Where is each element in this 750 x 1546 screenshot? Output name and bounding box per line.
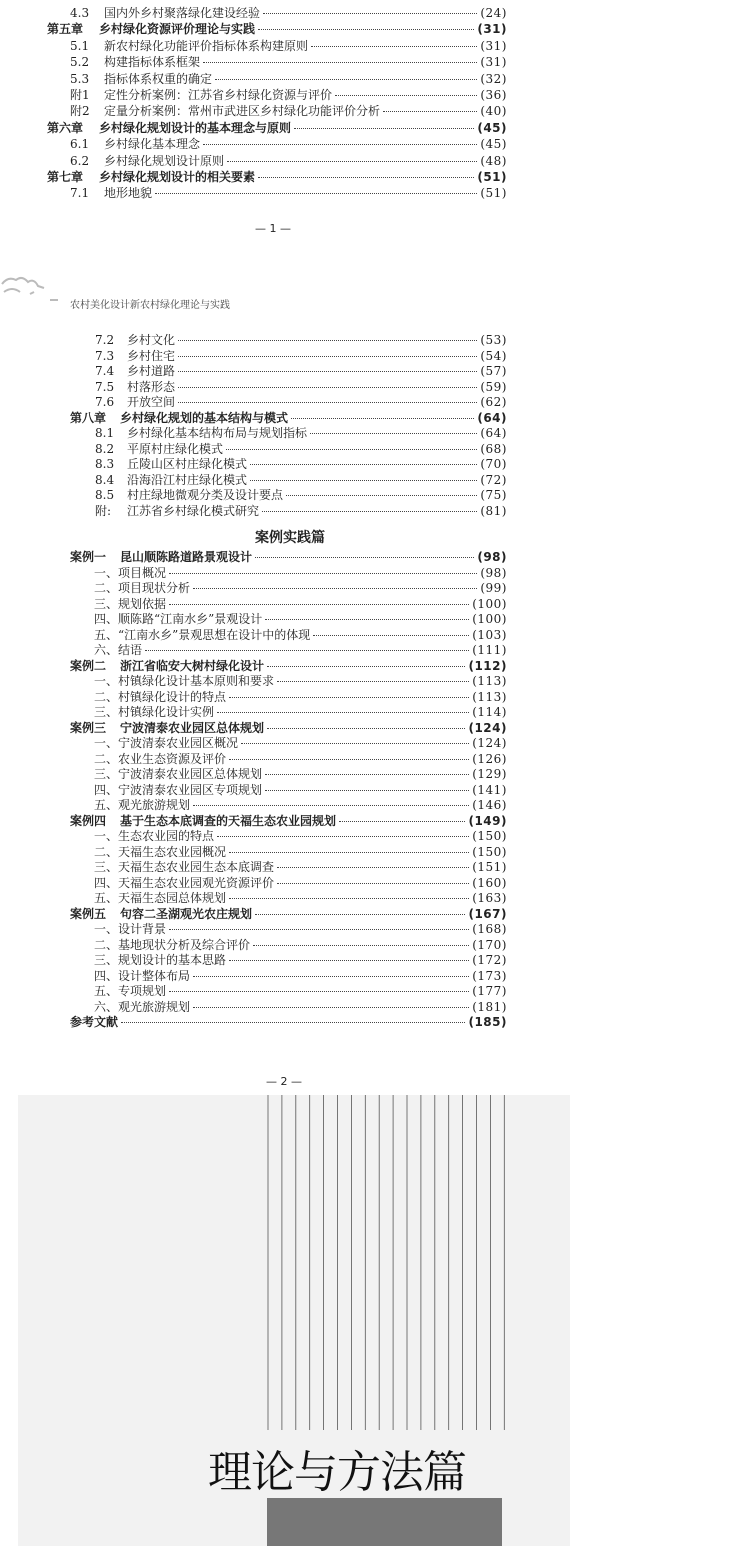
- toc-dot-leader: [258, 29, 474, 30]
- toc-dot-leader: [258, 177, 474, 178]
- toc-title: 宁波清泰农业园区总体规划: [118, 767, 263, 781]
- toc-title: 浙江省临安大树村绿化设计: [120, 658, 265, 673]
- toc-dot-leader: [229, 759, 469, 760]
- toc-number: 二、: [94, 581, 119, 595]
- toc-chapter-row[interactable]: [70, 1013, 507, 1029]
- toc-chapter-row[interactable]: [47, 20, 507, 36]
- toc-number: 第五章: [47, 22, 84, 37]
- toc-number: 四、: [94, 968, 119, 983]
- toc-title: 规划设计的基本思路: [118, 953, 227, 967]
- toc-page: (163): [472, 891, 507, 905]
- toc-title: 地形地貌: [104, 186, 153, 201]
- toc-number: 四、: [94, 612, 119, 626]
- toc-dot-leader: [193, 588, 477, 589]
- toc-page: (51): [480, 186, 507, 201]
- toc-number: 案例四: [70, 813, 107, 828]
- toc-dot-leader: [262, 511, 477, 512]
- toc-page: (150): [472, 829, 507, 843]
- toc-number: 一、: [94, 736, 119, 750]
- toc-number: 二、: [94, 689, 119, 704]
- toc-title: 项目现状分析: [118, 581, 191, 595]
- toc-dot-leader: [155, 193, 477, 194]
- toc-number: 第八章: [70, 410, 107, 425]
- toc-title: 乡村绿化规划的基本结构与模式: [120, 410, 289, 425]
- toc-page-2: [70, 331, 507, 517]
- toc-number: 8.4: [95, 472, 115, 487]
- toc-page: (36): [480, 87, 507, 102]
- toc-title: 天福生态农业园生态本底调查: [118, 860, 275, 874]
- toc-number: 五、: [94, 984, 119, 998]
- toc-section-row[interactable]: [70, 703, 507, 719]
- toc-dot-leader: [193, 976, 469, 977]
- toc-page: (59): [480, 379, 507, 394]
- toc-page: (113): [472, 674, 507, 688]
- toc-number: 三、: [94, 953, 119, 967]
- toc-section-row[interactable]: [47, 37, 507, 53]
- toc-title: 国内外乡村聚落绿化建设经验: [104, 6, 261, 20]
- toc-number: 四、: [94, 875, 119, 890]
- toc-page: (173): [472, 968, 507, 983]
- toc-number: 案例一: [70, 550, 107, 564]
- toc-number: 附1: [70, 87, 90, 102]
- toc-number: 三、: [94, 767, 119, 781]
- toc-number: 五、: [94, 891, 119, 905]
- toc-section-row[interactable]: [47, 53, 507, 69]
- page-number: — 2 —: [266, 1075, 302, 1088]
- toc-section-row[interactable]: [70, 936, 507, 952]
- decorative-vertical-lines: [267, 1095, 507, 1430]
- toc-number: 二、: [94, 844, 119, 859]
- toc-page: (141): [472, 782, 507, 797]
- toc-dot-leader: [178, 402, 477, 403]
- header-decoration-icon: [0, 272, 60, 304]
- toc-number: 一、: [94, 674, 119, 688]
- toc-section-row[interactable]: [70, 920, 507, 936]
- toc-number: 附2: [70, 104, 90, 119]
- toc-page: (151): [472, 860, 507, 874]
- toc-page: (100): [472, 612, 507, 626]
- toc-title: 乡村绿化规划设计的相关要素: [99, 169, 256, 184]
- toc-page: (24): [480, 6, 507, 20]
- toc-number: 附:: [95, 503, 112, 518]
- toc-dot-leader: [169, 929, 469, 930]
- toc-number: 7.2: [95, 333, 115, 347]
- toc-dot-leader: [265, 774, 469, 775]
- toc-page: (57): [480, 364, 507, 378]
- toc-section-row[interactable]: [70, 393, 507, 409]
- toc-number: 第七章: [47, 169, 84, 184]
- toc-page: (177): [472, 984, 507, 998]
- toc-dot-leader: [217, 712, 469, 713]
- toc-title: 生态农业园的特点: [118, 829, 215, 843]
- toc-title: 天福生态园总体规划: [118, 891, 227, 905]
- toc-section-row[interactable]: [70, 362, 507, 378]
- toc-page: (48): [480, 153, 507, 168]
- toc-section-row[interactable]: [70, 471, 507, 487]
- toc-section-row[interactable]: [70, 579, 507, 595]
- toc-dot-leader: [121, 1022, 465, 1023]
- toc-page: (114): [472, 705, 507, 719]
- toc-dot-leader: [250, 464, 477, 465]
- toc-number: 三、: [94, 860, 119, 874]
- toc-section-row[interactable]: [70, 843, 507, 859]
- toc-page: (51): [477, 169, 507, 184]
- toc-dot-leader: [178, 387, 477, 388]
- toc-title: 顺陈路“江南水乡”景观设计: [118, 612, 263, 626]
- toc-dot-leader: [313, 635, 469, 636]
- toc-dot-leader: [335, 95, 477, 96]
- toc-title: 基于生态本底调查的天福生态农业园规划: [120, 813, 337, 828]
- toc-page: (62): [480, 395, 507, 409]
- toc-page: (54): [480, 348, 507, 363]
- toc-page: (113): [472, 689, 507, 704]
- part-title-cases: [0, 527, 580, 547]
- toc-title: 观光旅游规划: [118, 798, 191, 812]
- toc-number: 8.2: [95, 441, 115, 456]
- toc-dot-leader: [178, 356, 477, 357]
- toc-title: 构建指标体系框架: [104, 55, 201, 70]
- toc-section-row[interactable]: [70, 874, 507, 890]
- toc-number: 三、: [94, 705, 119, 719]
- toc-dot-leader: [267, 728, 465, 729]
- toc-title: 沿海沿江村庄绿化模式: [127, 472, 248, 487]
- toc-dot-leader: [215, 79, 477, 80]
- toc-title: 乡村绿化基本结构布局与规划指标: [127, 426, 308, 440]
- toc-page: (170): [472, 937, 507, 952]
- toc-chapter-row[interactable]: [70, 719, 507, 735]
- toc-dot-leader: [277, 883, 469, 884]
- toc-number: 一、: [94, 565, 119, 580]
- toc-title: 新农村绿化功能评价指标体系构建原则: [104, 38, 309, 53]
- toc-page: (99): [480, 581, 507, 595]
- toc-dot-leader: [229, 852, 469, 853]
- toc-number: 三、: [94, 596, 119, 611]
- toc-number: 五、: [94, 798, 119, 812]
- toc-page: (53): [480, 333, 507, 347]
- toc-dot-leader: [277, 867, 469, 868]
- toc-page: (31): [477, 22, 507, 37]
- toc-dot-leader: [253, 945, 469, 946]
- toc-title: 指标体系权重的确定: [104, 71, 213, 86]
- toc-section-row[interactable]: [70, 486, 507, 502]
- toc-dot-leader: [229, 960, 469, 961]
- toc-section-row[interactable]: [70, 424, 507, 440]
- toc-number: 7.6: [95, 395, 115, 409]
- toc-title: 乡村道路: [127, 364, 176, 378]
- toc-page: (103): [472, 627, 507, 642]
- toc-page: (149): [468, 813, 507, 828]
- toc-title: 乡村绿化资源评价理论与实践: [99, 22, 256, 37]
- toc-section-row[interactable]: [47, 4, 507, 20]
- toc-number: 二、: [94, 751, 119, 766]
- toc-page: (172): [472, 953, 507, 967]
- toc-page: (40): [480, 104, 507, 119]
- toc-section-row[interactable]: [47, 152, 507, 168]
- toc-page: (168): [472, 922, 507, 936]
- toc-section-row[interactable]: [47, 102, 507, 118]
- toc-title: 乡村绿化规划设计的基本理念与原则: [99, 120, 292, 135]
- toc-title: 农业生态资源及评价: [118, 751, 227, 766]
- toc-section-row[interactable]: [70, 998, 507, 1014]
- toc-number: 7.4: [95, 364, 115, 378]
- toc-page: (129): [472, 767, 507, 781]
- toc-section-row[interactable]: [70, 781, 507, 797]
- toc-section-row[interactable]: [70, 982, 507, 998]
- toc-dot-leader: [286, 495, 477, 496]
- toc-page: (124): [472, 736, 507, 750]
- toc-dot-leader: [229, 898, 469, 899]
- toc-section-row[interactable]: [70, 626, 507, 642]
- toc-number: 案例三: [70, 720, 107, 735]
- toc-title: 结语: [118, 643, 143, 657]
- toc-section-row[interactable]: [47, 86, 507, 102]
- toc-title: 参考文献: [70, 1015, 119, 1029]
- toc-number: 一、: [94, 829, 119, 843]
- toc-page: (112): [468, 658, 507, 673]
- toc-number: 六、: [94, 999, 119, 1014]
- toc-number: 6.1: [70, 137, 90, 152]
- toc-title: 专项规划: [118, 984, 167, 998]
- toc-title: 村镇绿化设计基本原则和要求: [118, 674, 275, 688]
- part-title-theory: 理论与方法篇: [208, 1447, 466, 1498]
- toc-page: (160): [472, 875, 507, 890]
- toc-chapter-row[interactable]: [70, 548, 507, 564]
- toc-dot-leader: [291, 418, 474, 419]
- toc-section-row[interactable]: [70, 440, 507, 456]
- toc-title: 天福生态农业园观光资源评价: [118, 875, 275, 890]
- toc-page: (126): [472, 751, 507, 766]
- toc-dot-leader: [241, 743, 469, 744]
- toc-title: 规划依据: [118, 596, 167, 611]
- decorative-gray-block: [267, 1498, 502, 1546]
- toc-cases: [70, 548, 507, 1029]
- toc-section-row[interactable]: [70, 641, 507, 657]
- toc-page: (75): [480, 488, 507, 502]
- toc-title: 江苏省乡村绿化模式研究: [127, 503, 260, 518]
- toc-title: 设计背景: [118, 922, 167, 936]
- toc-number: 5.1: [70, 38, 90, 53]
- toc-page: (111): [472, 643, 507, 657]
- toc-number: 8.5: [95, 488, 115, 502]
- toc-dot-leader: [226, 449, 477, 450]
- toc-page: (32): [480, 71, 507, 86]
- toc-number: 7.3: [95, 348, 115, 363]
- part-title-text: 案例实践篇: [255, 530, 325, 546]
- toc-page: (98): [477, 550, 507, 564]
- toc-number: 5.3: [70, 71, 90, 86]
- toc-page: (70): [480, 457, 507, 471]
- toc-dot-leader: [217, 836, 469, 837]
- toc-dot-leader: [203, 62, 477, 63]
- toc-number: 7.1: [70, 186, 90, 201]
- toc-title: 宁波清泰农业园区概况: [118, 736, 239, 750]
- toc-dot-leader: [250, 480, 477, 481]
- toc-dot-leader: [169, 573, 477, 574]
- toc-number: 6.2: [70, 153, 90, 168]
- toc-title: 昆山顺陈路道路景观设计: [120, 550, 253, 564]
- toc-number: 案例五: [70, 906, 107, 921]
- toc-title: 村落形态: [127, 379, 176, 394]
- toc-section-row[interactable]: [70, 455, 507, 471]
- toc-section-row[interactable]: [47, 135, 507, 151]
- toc-section-row[interactable]: [70, 827, 507, 843]
- toc-page: (45): [480, 137, 507, 152]
- toc-page: (31): [480, 38, 507, 53]
- toc-title: 观光旅游规划: [118, 999, 191, 1014]
- toc-chapter-row[interactable]: [70, 812, 507, 828]
- toc-title: 平原村庄绿化模式: [127, 441, 224, 456]
- toc-number: 8.1: [95, 426, 115, 440]
- toc-dot-leader: [255, 914, 465, 915]
- toc-dot-leader: [265, 619, 469, 620]
- toc-section-row[interactable]: [70, 672, 507, 688]
- toc-number: 一、: [94, 922, 119, 936]
- toc-number: 8.3: [95, 457, 115, 471]
- toc-section-row[interactable]: [47, 184, 507, 200]
- toc-page: (167): [468, 906, 507, 921]
- toc-dot-leader: [229, 697, 469, 698]
- toc-dot-leader: [294, 128, 474, 129]
- toc-dot-leader: [145, 650, 469, 651]
- toc-chapter-row[interactable]: [47, 119, 507, 135]
- toc-number: 7.5: [95, 379, 115, 394]
- toc-title: 乡村住宅: [127, 348, 176, 363]
- toc-number: 六、: [94, 643, 119, 657]
- toc-dot-leader: [277, 681, 469, 682]
- toc-title: 天福生态农业园概况: [118, 844, 227, 859]
- toc-page-1: [47, 4, 507, 201]
- toc-dot-leader: [203, 144, 477, 145]
- toc-dot-leader: [178, 371, 477, 372]
- toc-dot-leader: [178, 340, 477, 341]
- toc-chapter-row[interactable]: [70, 409, 507, 425]
- toc-dot-leader: [310, 433, 477, 434]
- toc-number: 第六章: [47, 120, 84, 135]
- toc-title: 宁波清泰农业园区专项规划: [118, 782, 263, 797]
- toc-page: (31): [480, 55, 507, 70]
- toc-title: 定性分析案例：江苏省乡村绿化资源与评价: [104, 87, 333, 102]
- toc-page: (81): [480, 503, 507, 518]
- toc-page: (150): [472, 844, 507, 859]
- toc-page: (146): [472, 798, 507, 812]
- toc-page: (181): [472, 999, 507, 1014]
- toc-title: 村镇绿化设计的特点: [118, 689, 227, 704]
- toc-dot-leader: [169, 991, 469, 992]
- toc-page: (100): [472, 596, 507, 611]
- toc-section-row[interactable]: [70, 331, 507, 347]
- toc-number: 五、: [94, 627, 119, 642]
- toc-number: 4.3: [70, 6, 90, 20]
- toc-section-row[interactable]: [70, 734, 507, 750]
- toc-page: (185): [468, 1015, 507, 1029]
- running-header: 农村美化设计新农村绿化理论与实践: [70, 300, 230, 311]
- toc-section-row[interactable]: [70, 765, 507, 781]
- toc-page: (124): [468, 720, 507, 735]
- toc-section-row[interactable]: [70, 595, 507, 611]
- toc-title: “江南水乡”景观思想在设计中的体现: [118, 627, 311, 642]
- toc-section-row[interactable]: [70, 967, 507, 983]
- toc-chapter-row[interactable]: [70, 657, 507, 673]
- page-number: — 1 —: [255, 222, 291, 235]
- toc-title: 乡村文化: [127, 333, 176, 347]
- toc-title: 乡村绿化基本理念: [104, 137, 201, 152]
- toc-title: 宁波清泰农业园区总体规划: [120, 720, 265, 735]
- toc-section-row[interactable]: [70, 347, 507, 363]
- toc-number: 案例二: [70, 658, 107, 673]
- toc-chapter-row[interactable]: [70, 905, 507, 921]
- toc-number: 5.2: [70, 55, 90, 70]
- toc-title: 项目概况: [118, 565, 167, 580]
- toc-title: 句容二圣湖观光农庄规划: [120, 906, 253, 921]
- toc-dot-leader: [193, 805, 469, 806]
- toc-dot-leader: [339, 821, 465, 822]
- toc-title: 开放空间: [127, 395, 176, 409]
- toc-dot-leader: [311, 46, 477, 47]
- toc-page: (98): [480, 565, 507, 580]
- toc-section-row[interactable]: [70, 750, 507, 766]
- toc-dot-leader: [255, 557, 474, 558]
- toc-dot-leader: [169, 604, 469, 605]
- toc-number: 二、: [94, 937, 119, 952]
- toc-page: (64): [477, 410, 507, 425]
- toc-section-row[interactable]: [70, 796, 507, 812]
- toc-section-row[interactable]: [70, 610, 507, 626]
- toc-dot-leader: [227, 161, 477, 162]
- toc-page: (64): [480, 426, 507, 440]
- toc-section-row[interactable]: [70, 688, 507, 704]
- toc-title: 乡村绿化规划设计原则: [104, 153, 225, 168]
- toc-title: 设计整体布局: [118, 968, 191, 983]
- toc-page: (72): [480, 472, 507, 487]
- toc-section-row[interactable]: [70, 858, 507, 874]
- toc-dot-leader: [193, 1007, 469, 1008]
- toc-section-row[interactable]: [70, 564, 507, 580]
- toc-page: (68): [480, 441, 507, 456]
- toc-dot-leader: [265, 790, 469, 791]
- toc-page: (45): [477, 120, 507, 135]
- toc-title: 村庄绿地微观分类及设计要点: [127, 488, 284, 502]
- toc-dot-leader: [263, 13, 477, 14]
- toc-section-row[interactable]: [70, 951, 507, 967]
- toc-title: 定量分析案例：常州市武进区乡村绿化功能评价分析: [104, 104, 381, 119]
- toc-section-row[interactable]: [70, 502, 507, 518]
- toc-chapter-row[interactable]: [47, 168, 507, 184]
- toc-dot-leader: [383, 111, 477, 112]
- toc-title: 村镇绿化设计实例: [118, 705, 215, 719]
- toc-title: 基地现状分析及综合评价: [118, 937, 251, 952]
- toc-title: 丘陵山区村庄绿化模式: [127, 457, 248, 471]
- toc-section-row[interactable]: [70, 378, 507, 394]
- toc-number: 四、: [94, 782, 119, 797]
- toc-section-row[interactable]: [47, 70, 507, 86]
- toc-section-row[interactable]: [70, 889, 507, 905]
- toc-dot-leader: [267, 666, 465, 667]
